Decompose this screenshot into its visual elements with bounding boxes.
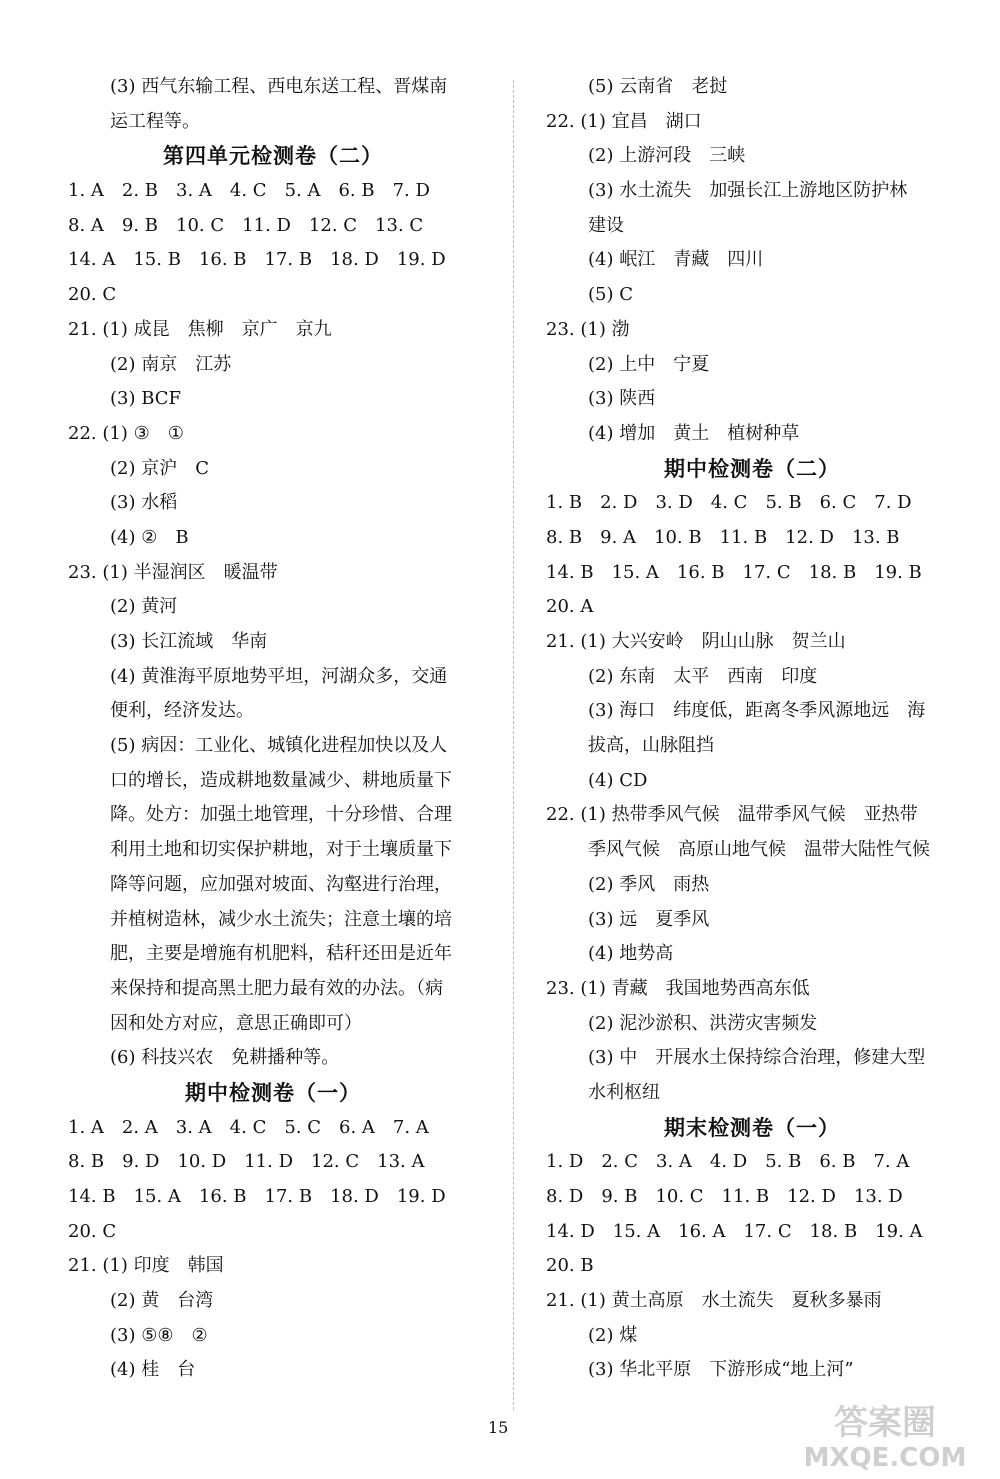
answer-line: 便利，经济发达。 [110,700,254,722]
answer-line: (4) 黄淮海平原地势平坦，河湖众多，交通 [110,665,448,687]
answer-line: (3) 长江流域 华南 [110,631,268,652]
answer-line: 20. C [68,284,117,306]
answer-line: (5) C [588,284,633,306]
answer-line: 1. A 2. B 3. A 4. C 5. A 6. B 7. D [68,180,430,202]
svg-text:MXQE.COM: MXQE.COM [803,1443,967,1472]
right-column [546,70,958,1388]
answer-line: (3) BCF [110,388,182,410]
answer-line: 23. (1) 渤 [546,318,630,340]
answer-line: (2) 黄河 [110,596,178,618]
answer-line: 8. D 9. B 10. C 11. B 12. D 13. D [546,1186,903,1207]
answer-line: 建设 [588,214,624,236]
answer-line: (3) ⑤⑧ ② [110,1324,208,1346]
answer-line: (3) 水土流失 加强长江上游地区防护林 [588,180,908,202]
answer-line: 8. B 9. A 10. B 11. B 12. D 13. B [546,526,900,548]
answer-line: 22. (1) 热带季风气候 温带季风气候 亚热带 [546,804,918,826]
answer-line: 21. (1) 黄土高原 水土流失 夏秋多暴雨 [546,1290,882,1312]
answer-line: 22. (1) 宜昌 湖口 [546,110,702,132]
answer-line: 22. (1) ③ ① [68,422,184,444]
answer-line: (4) 地势高 [588,943,674,965]
answer-line: (2) 煤 [588,1324,638,1346]
answer-line: 23. (1) 青藏 我国地势西高东低 [546,977,810,999]
answer-line: (2) 上游河段 三峡 [588,145,746,167]
column-divider [513,80,514,1410]
answer-line: 20. C [68,1220,117,1242]
answer-line: (2) 南京 江苏 [110,353,232,375]
section-heading: 期末检测卷（一） [664,1115,840,1140]
answer-line: 因和处方对应，意思正确即可） [110,1012,362,1034]
answer-line: (3) 中 开展水土保持综合治理，修建大型 [588,1047,926,1069]
answer-line: 季风气候 高原山地气候 温带大陆性气候 [588,839,930,861]
section-heading: 第四单元检测卷（二） [163,144,383,169]
answer-line: (3) 华北平原 下游形成“地上河” [588,1359,854,1381]
answer-line: (6) 科技兴农 免耕播种等。 [110,1047,340,1069]
answer-line: 肥，主要是增施有机肥料，秸秆还田是近年 [110,943,452,965]
answer-line: (3) 海口 纬度低，距离冬季风源地远 海 [588,700,926,722]
answer-line: 8. B 9. D 10. D 11. D 12. C 13. A [68,1151,425,1173]
left-column [68,70,478,1388]
answer-line: (4) 桂 台 [110,1359,196,1381]
answer-line: 14. A 15. B 16. B 17. B 18. D 19. D [68,249,446,271]
answer-line: (3) 西气东输工程、西电东送工程、晋煤南 [110,76,448,97]
answer-line: (3) 远 夏季风 [588,908,710,930]
answer-line: 拔高，山脉阻挡 [588,735,714,757]
answer-line: 20. B [546,1255,594,1277]
answer-line: (2) 东南 太平 西南 印度 [588,665,818,687]
answer-line: (3) 陕西 [588,388,656,410]
section-heading: 期中检测卷（二） [664,456,840,481]
answer-line: (5) 病因：工业化、城镇化进程加快以及人 [110,735,448,757]
answer-line: (2) 泥沙淤积、洪涝灾害频发 [588,1012,818,1034]
answer-line: 降。处方：加强土地管理，十分珍惜、合理 [110,804,452,826]
section-heading: 期中检测卷（一） [185,1080,361,1105]
answer-line: 8. A 9. B 10. C 11. D 12. C 13. C [68,214,424,236]
svg-text:答案圈: 答案圈 [834,1403,936,1443]
answer-line: 14. D 15. A 16. A 17. C 18. B 19. A [546,1220,923,1242]
answer-line: 利用土地和切实保护耕地，对于土壤质量下 [110,839,452,861]
answer-line: 降等问题，应加强对坡面、沟壑进行治理， [110,873,452,895]
answer-line: (2) 上中 宁夏 [588,353,710,375]
answer-line: 1. D 2. C 3. A 4. D 5. B 6. B 7. A [546,1151,910,1173]
answer-line: 水利枢纽 [588,1081,660,1103]
answer-line: 并植树造林，减少水土流失；注意土壤的培 [110,908,452,930]
answer-line: 1. A 2. A 3. A 4. C 5. C 6. A 7. A [68,1116,429,1138]
answer-line: 20. A [546,596,594,618]
answer-line: 运工程等。 [110,110,200,132]
answer-line: 来保持和提高黑土肥力最有效的办法。（病 [110,977,443,999]
answer-line: 21. (1) 大兴安岭 阴山山脉 贺兰山 [546,631,846,652]
answer-line: 21. (1) 成昆 焦柳 京广 京九 [68,318,332,340]
answer-line: (4) CD [588,769,648,791]
answer-line: (2) 京沪 C [110,457,209,479]
page-number: 15 [488,1418,509,1437]
answer-line: (4) 岷江 青藏 四川 [588,249,764,271]
answer-line: 14. B 15. A 16. B 17. B 18. D 19. D [68,1186,446,1207]
answer-line: (4) ② B [110,526,189,548]
answer-line: (3) 水稻 [110,492,178,514]
answer-line: (5) 云南省 老挝 [588,76,728,97]
answer-line: 21. (1) 印度 韩国 [68,1255,224,1277]
answer-line: 1. B 2. D 3. D 4. C 5. B 6. C 7. D [546,492,912,514]
answer-line: 23. (1) 半湿润区 暖温带 [68,561,278,583]
answer-line: (2) 黄 台湾 [110,1290,214,1312]
answer-line: (2) 季风 雨热 [588,873,710,895]
answer-line: 14. B 15. A 16. B 17. C 18. B 19. B [546,561,922,583]
answer-line: (4) 增加 黄土 植树种草 [588,422,800,444]
answer-line: 口的增长，造成耕地数量减少、耕地质量下 [110,769,452,791]
watermark-logo [780,1392,990,1472]
